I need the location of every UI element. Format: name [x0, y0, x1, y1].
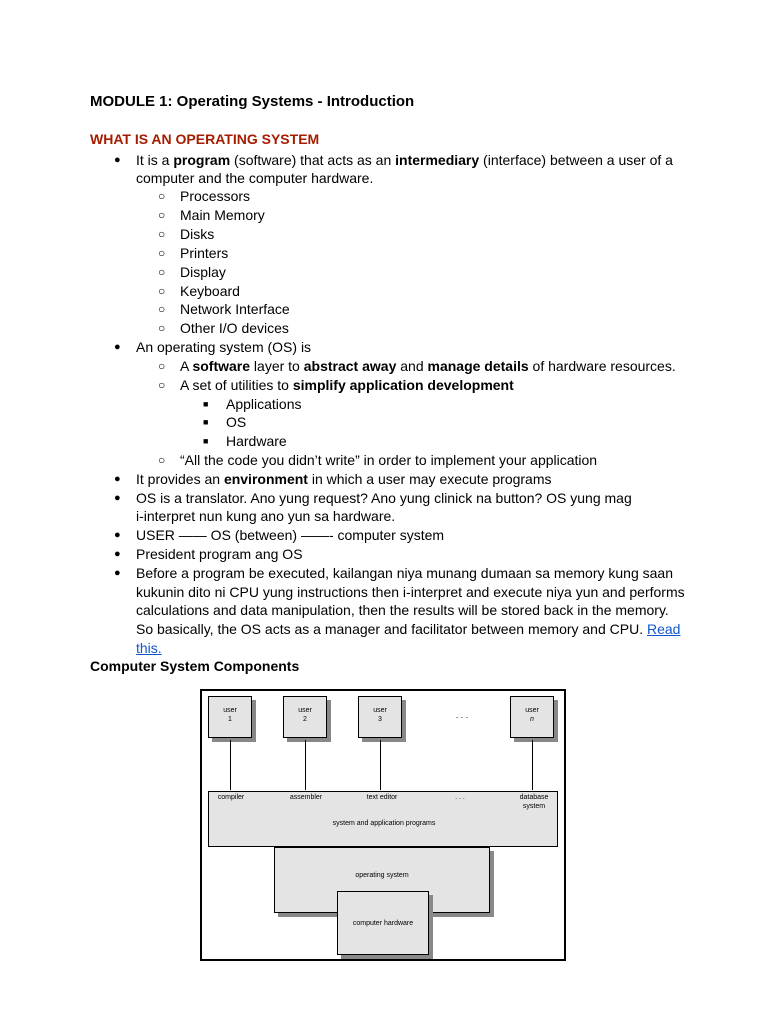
sub-sub-bullet-marker: ■: [203, 417, 209, 427]
programs-band-label: system and application programs: [332, 820, 436, 827]
bullet-memory-cpu-cont: So basically, the OS acts as a manager and facilitator between memory and CPU. Read: [136, 621, 681, 637]
program-label: system: [522, 803, 546, 810]
user-box: [208, 696, 252, 738]
bullet-memory-cpu: Before a program be executed, kailangan niya munang dumaan sa memory kung saan: [136, 565, 673, 581]
bullet-program-definition: It is a program (software) that acts as an intermediary (interface) between a user of a: [136, 152, 673, 168]
bullet-os-is: An operating system (OS) is: [136, 339, 312, 355]
sub-bullet-marker: ○: [158, 189, 166, 203]
connector-line: [230, 740, 231, 790]
bullet-translator: OS is a translator. Ano yung request? Ano yung clinick na button? OS yung mag: [136, 490, 632, 506]
page-title: MODULE 1: Operating Systems - Introduction: [90, 93, 415, 110]
sub-sub-bullet-marker: ■: [203, 399, 209, 409]
sub-bullet-marker: ○: [158, 453, 166, 467]
bullet-translator-cont: i-interpret nun kung ano yun sa hardware.: [136, 508, 396, 524]
program-label: text editor: [366, 794, 398, 801]
list-item: Printers: [180, 245, 229, 261]
list-item: Display: [180, 264, 226, 280]
sub-bullet-marker: ○: [158, 378, 166, 392]
sub-sub-bullet-marker: ■: [203, 436, 209, 446]
user-number: 2: [303, 716, 307, 723]
bullet-marker: ●: [114, 341, 121, 353]
section-heading: WHAT IS AN OPERATING SYSTEM: [90, 131, 320, 147]
programs-band: [208, 791, 558, 847]
user-box: [358, 696, 402, 738]
os-label: operating system: [355, 872, 409, 879]
program-label: database: [519, 794, 549, 801]
computer-system-diagram: [200, 689, 566, 961]
list-item: Applications: [226, 396, 302, 412]
connector-line: [380, 740, 381, 790]
connector-line: [305, 740, 306, 790]
program-label: . . .: [455, 794, 465, 801]
list-item: Hardware: [226, 433, 287, 449]
sub-bullet-marker: ○: [158, 246, 166, 260]
user-number: 1: [228, 716, 232, 723]
list-item: A set of utilities to simplify application development: [180, 377, 514, 393]
section-heading: Computer System Components: [90, 658, 300, 674]
sub-bullet-marker: ○: [158, 284, 166, 298]
bullet-president: President program ang OS: [136, 546, 303, 562]
bullet-user-os: USER —— OS (between) ——- computer system: [136, 527, 445, 543]
bullet-program-definition-cont: computer and the computer hardware.: [136, 170, 374, 186]
sub-bullet-marker: ○: [158, 227, 166, 241]
read-this-link[interactable]: this.: [136, 640, 162, 656]
ellipsis-label: . . .: [455, 710, 469, 720]
bullet-memory-cpu-cont: calculations and data manipulation, then the results will be stored back in the memory.: [136, 602, 669, 618]
sub-bullet-marker: ○: [158, 302, 166, 316]
list-item: Disks: [180, 226, 215, 242]
diagram-canvas: [206, 695, 560, 955]
list-item: “All the code you didn’t write” in order to implement your application: [180, 452, 598, 468]
bullet-marker: ●: [114, 473, 121, 485]
bullet-marker: ●: [114, 548, 121, 560]
bullet-marker: ●: [114, 154, 121, 166]
bullet-memory-cpu-cont: [136, 639, 162, 657]
bullet-memory-cpu-cont: kukunin dito ni CPU yung instructions then i-interpret and execute niya yun and performs: [136, 584, 685, 600]
hardware-label: computer hardware: [352, 920, 414, 927]
sub-bullet-marker: ○: [158, 265, 166, 279]
user-label: user: [373, 707, 387, 714]
bullet-marker: ●: [114, 567, 121, 579]
hardware-box: [337, 891, 429, 955]
user-box: [283, 696, 327, 738]
user-label: user: [223, 707, 237, 714]
bullet-environment: It provides an environment in which a user may execute programs: [136, 471, 552, 487]
sub-bullet-marker: ○: [158, 359, 166, 373]
sub-bullet-marker: ○: [158, 208, 166, 222]
user-label: user: [298, 707, 312, 714]
bullet-marker: ●: [114, 529, 121, 541]
user-label: user: [525, 707, 539, 714]
user-number: 3: [378, 716, 382, 723]
program-label: compiler: [217, 794, 245, 801]
program-label: assembler: [289, 794, 323, 801]
read-this-link[interactable]: Read: [647, 621, 681, 637]
list-item: Processors: [180, 188, 251, 204]
list-item: A software layer to abstract away and manage details of hardware resources.: [180, 358, 676, 374]
list-item: OS: [226, 414, 247, 430]
list-item: Main Memory: [180, 207, 265, 223]
connector-line: [532, 740, 533, 790]
list-item: Other I/O devices: [180, 320, 289, 336]
list-item: Network Interface: [180, 301, 290, 317]
user-number: n: [530, 716, 534, 723]
list-item: Keyboard: [180, 283, 240, 299]
bullet-marker: ●: [114, 492, 121, 504]
user-box: [510, 696, 554, 738]
sub-bullet-marker: ○: [158, 321, 166, 335]
